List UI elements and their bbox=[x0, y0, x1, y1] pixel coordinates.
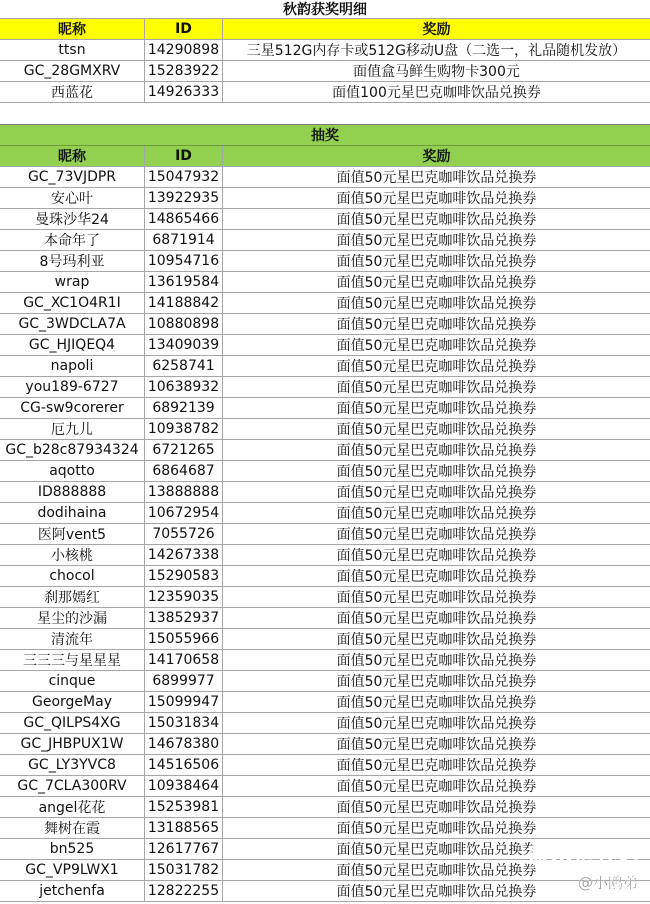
section1-body bbox=[0, 40, 650, 103]
header-id: ID bbox=[145, 146, 223, 166]
nickname-cell: cinque bbox=[0, 671, 145, 691]
nickname-cell: aqotto bbox=[0, 461, 145, 481]
id-cell: 15031782 bbox=[145, 860, 223, 880]
reward-cell: 面值50元星巴克咖啡饮品兑换券 bbox=[336, 674, 537, 690]
nickname-cell: wrap bbox=[0, 272, 145, 292]
reward-cell: 面值50元星巴克咖啡饮品兑换券 bbox=[336, 317, 537, 333]
nickname-cell: 西蓝花 bbox=[0, 82, 145, 102]
id-cell: 15253981 bbox=[145, 797, 223, 817]
id-cell: 14290898 bbox=[145, 40, 223, 60]
reward-cell: 面值50元星巴克咖啡饮品兑换券 bbox=[336, 170, 537, 186]
nickname-cell: GC_28GMXRV bbox=[0, 61, 145, 81]
table-row bbox=[0, 82, 650, 103]
reward-cell: 面值50元星巴克咖啡饮品兑换券 bbox=[336, 716, 537, 732]
reward-cell: 面值100元星巴克咖啡饮品兑换券 bbox=[332, 85, 541, 101]
reward-cell: 面值50元星巴克咖啡饮品兑换券 bbox=[336, 296, 537, 312]
reward-cell: 面值50元星巴克咖啡饮品兑换券 bbox=[336, 359, 537, 375]
table-row bbox=[0, 61, 650, 82]
section1-title: 秋韵获奖明细 bbox=[0, 0, 650, 19]
nickname-cell: 安心叶 bbox=[0, 188, 145, 208]
table-row bbox=[0, 188, 650, 209]
nickname-cell: 星尘的沙漏 bbox=[0, 608, 145, 628]
reward-cell: 三星512G内存卡或512G移动U盘（二选一，礼品随机发放） bbox=[246, 43, 627, 59]
id-cell: 12617767 bbox=[145, 839, 223, 859]
id-cell: 10672954 bbox=[145, 503, 223, 523]
reward-cell: 面值50元星巴克咖啡饮品兑换券 bbox=[336, 464, 537, 480]
reward-cell: 面值50元星巴克咖啡饮品兑换券 bbox=[336, 758, 537, 774]
id-cell: 10880898 bbox=[145, 314, 223, 334]
table-row bbox=[0, 566, 650, 587]
nickname-cell: 刹那嫣红 bbox=[0, 587, 145, 607]
header-id: ID bbox=[145, 19, 223, 39]
reward-cell: 面值50元星巴克咖啡饮品兑换券 bbox=[336, 800, 537, 816]
id-cell: 13409039 bbox=[145, 335, 223, 355]
table-row bbox=[0, 713, 650, 734]
table-row bbox=[0, 629, 650, 650]
id-cell: 10638932 bbox=[145, 377, 223, 397]
nickname-cell: GC_VP9LWX1 bbox=[0, 860, 145, 880]
header-nickname: 昵称 bbox=[0, 19, 145, 39]
section1-header-row bbox=[0, 19, 650, 40]
table-row bbox=[0, 167, 650, 188]
nickname-cell: 曼珠沙华24 bbox=[0, 209, 145, 229]
id-cell: 14678380 bbox=[145, 734, 223, 754]
blank-row bbox=[0, 103, 650, 124]
table-row bbox=[0, 587, 650, 608]
reward-cell: 面值50元星巴克咖啡饮品兑换券 bbox=[336, 632, 537, 648]
table-row bbox=[0, 272, 650, 293]
reward-cell: 面值50元星巴克咖啡饮品兑换券 bbox=[336, 254, 537, 270]
reward-cell: 面值50元星巴克咖啡饮品兑换券 bbox=[336, 527, 537, 543]
table-row bbox=[0, 419, 650, 440]
reward-cell: 面值50元星巴克咖啡饮品兑换券 bbox=[336, 422, 537, 438]
table-row bbox=[0, 692, 650, 713]
id-cell: 15290583 bbox=[145, 566, 223, 586]
nickname-cell: GC_3WDCLA7A bbox=[0, 314, 145, 334]
id-cell: 14188842 bbox=[145, 293, 223, 313]
id-cell: 6721265 bbox=[145, 440, 223, 460]
reward-cell: 面值50元星巴克咖啡饮品兑换券 bbox=[336, 695, 537, 711]
id-cell: 7055726 bbox=[145, 524, 223, 544]
id-cell: 10938464 bbox=[145, 776, 223, 796]
nickname-cell: angel花花 bbox=[0, 797, 145, 817]
table-row bbox=[0, 356, 650, 377]
id-cell: 6864687 bbox=[145, 461, 223, 481]
nickname-cell: GC_b28c87934324 bbox=[0, 440, 145, 460]
reward-cell: 面值50元星巴克咖啡饮品兑换券 bbox=[336, 653, 537, 669]
nickname-cell: 医阿vent5 bbox=[0, 524, 145, 544]
nickname-cell: 本命年了 bbox=[0, 230, 145, 250]
reward-cell: 面值50元星巴克咖啡饮品兑换券 bbox=[336, 884, 537, 900]
id-cell: 6899977 bbox=[145, 671, 223, 691]
table-row bbox=[0, 398, 650, 419]
reward-cell: 面值50元星巴克咖啡饮品兑换券 bbox=[336, 737, 537, 753]
reward-cell: 面值50元星巴克咖啡饮品兑换券 bbox=[336, 842, 537, 858]
nickname-cell: bn525 bbox=[0, 839, 145, 859]
nickname-cell: 清流年 bbox=[0, 629, 145, 649]
table-row bbox=[0, 230, 650, 251]
reward-cell: 面值50元星巴克咖啡饮品兑换券 bbox=[336, 212, 537, 228]
reward-cell: 面值盒马鲜生购物卡300元 bbox=[353, 64, 520, 80]
table-row bbox=[0, 818, 650, 839]
nickname-cell: dodihaina bbox=[0, 503, 145, 523]
nickname-cell: GC_JHBPUX1W bbox=[0, 734, 145, 754]
nickname-cell: GC_HJIQEQ4 bbox=[0, 335, 145, 355]
section2-header-row bbox=[0, 146, 650, 167]
table-row bbox=[0, 881, 650, 902]
nickname-cell: ID888888 bbox=[0, 482, 145, 502]
id-cell: 15031834 bbox=[145, 713, 223, 733]
table-row bbox=[0, 524, 650, 545]
table-row bbox=[0, 608, 650, 629]
nickname-cell: GC_LY3YVC8 bbox=[0, 755, 145, 775]
id-cell: 12822255 bbox=[145, 881, 223, 901]
table-row bbox=[0, 209, 650, 230]
table-row bbox=[0, 671, 650, 692]
reward-cell: 面值50元星巴克咖啡饮品兑换券 bbox=[336, 611, 537, 627]
id-cell: 10938782 bbox=[145, 419, 223, 439]
id-cell: 6892139 bbox=[145, 398, 223, 418]
nickname-cell: jetchenfa bbox=[0, 881, 145, 901]
table-row bbox=[0, 40, 650, 61]
section2-body bbox=[0, 167, 650, 902]
table-row bbox=[0, 314, 650, 335]
id-cell: 13188565 bbox=[145, 818, 223, 838]
reward-cell: 面值50元星巴克咖啡饮品兑换券 bbox=[336, 548, 537, 564]
reward-cell: 面值50元星巴克咖啡饮品兑换券 bbox=[336, 191, 537, 207]
nickname-cell: CG-sw9corerer bbox=[0, 398, 145, 418]
table-row bbox=[0, 776, 650, 797]
header-nickname: 昵称 bbox=[0, 146, 145, 166]
nickname-cell: 舞树在霞 bbox=[0, 818, 145, 838]
table-row bbox=[0, 482, 650, 503]
id-cell: 13852937 bbox=[145, 608, 223, 628]
reward-cell: 面值50元星巴克咖啡饮品兑换券 bbox=[336, 485, 537, 501]
header-reward: 奖励 bbox=[422, 22, 451, 38]
watermark-brand: 盖乐世社区 bbox=[526, 843, 642, 868]
nickname-cell: 8号玛利亚 bbox=[0, 251, 145, 271]
nickname-cell: 小核桃 bbox=[0, 545, 145, 565]
reward-cell: 面值50元星巴克咖啡饮品兑换券 bbox=[336, 233, 537, 249]
nickname-cell: GC_QILPS4XG bbox=[0, 713, 145, 733]
reward-cell: 面值50元星巴克咖啡饮品兑换券 bbox=[336, 863, 537, 879]
table-row bbox=[0, 440, 650, 461]
id-cell: 15283922 bbox=[145, 61, 223, 81]
header-reward: 奖励 bbox=[422, 149, 451, 165]
table-row bbox=[0, 335, 650, 356]
nickname-cell: GeorgeMay bbox=[0, 692, 145, 712]
table-row bbox=[0, 797, 650, 818]
id-cell: 15099947 bbox=[145, 692, 223, 712]
nickname-cell: GC_7CLA300RV bbox=[0, 776, 145, 796]
id-cell: 12359035 bbox=[145, 587, 223, 607]
reward-cell: 面值50元星巴克咖啡饮品兑换券 bbox=[336, 380, 537, 396]
reward-cell: 面值50元星巴克咖啡饮品兑换券 bbox=[336, 338, 537, 354]
reward-cell: 面值50元星巴克咖啡饮品兑换券 bbox=[336, 506, 537, 522]
reward-cell: 面值50元星巴克咖啡饮品兑换券 bbox=[336, 821, 537, 837]
reward-cell: 面值50元星巴克咖啡饮品兑换券 bbox=[336, 401, 537, 417]
nickname-cell: ttsn bbox=[0, 40, 145, 60]
section2-title: 抽奖 bbox=[0, 124, 650, 146]
table-row bbox=[0, 461, 650, 482]
id-cell: 13922935 bbox=[145, 188, 223, 208]
nickname-cell: GC_XC1O4R1I bbox=[0, 293, 145, 313]
nickname-cell: 厄九儿 bbox=[0, 419, 145, 439]
table-row bbox=[0, 251, 650, 272]
reward-cell: 面值50元星巴克咖啡饮品兑换券 bbox=[336, 275, 537, 291]
id-cell: 14926333 bbox=[145, 82, 223, 102]
table-row bbox=[0, 377, 650, 398]
nickname-cell: you189-6727 bbox=[0, 377, 145, 397]
table-row bbox=[0, 650, 650, 671]
id-cell: 13619584 bbox=[145, 272, 223, 292]
id-cell: 6871914 bbox=[145, 230, 223, 250]
table-row bbox=[0, 755, 650, 776]
id-cell: 10954716 bbox=[145, 251, 223, 271]
reward-cell: 面值50元星巴克咖啡饮品兑换券 bbox=[336, 779, 537, 795]
id-cell: 14267338 bbox=[145, 545, 223, 565]
reward-cell: 面值50元星巴克咖啡饮品兑换券 bbox=[336, 590, 537, 606]
table-row bbox=[0, 503, 650, 524]
id-cell: 15055966 bbox=[145, 629, 223, 649]
nickname-cell: napoli bbox=[0, 356, 145, 376]
nickname-cell: chocol bbox=[0, 566, 145, 586]
table-row bbox=[0, 734, 650, 755]
table-row bbox=[0, 293, 650, 314]
id-cell: 13888888 bbox=[145, 482, 223, 502]
id-cell: 14170658 bbox=[145, 650, 223, 670]
watermark-user: @小鸥弟 bbox=[577, 874, 638, 892]
id-cell: 15047932 bbox=[145, 167, 223, 187]
id-cell: 6258741 bbox=[145, 356, 223, 376]
id-cell: 14516506 bbox=[145, 755, 223, 775]
reward-cell: 面值50元星巴克咖啡饮品兑换券 bbox=[336, 569, 537, 585]
nickname-cell: GC_73VJDPR bbox=[0, 167, 145, 187]
id-cell: 14865466 bbox=[145, 209, 223, 229]
table-row bbox=[0, 545, 650, 566]
reward-cell: 面值50元星巴克咖啡饮品兑换券 bbox=[336, 443, 537, 459]
nickname-cell: 三三三与星星星 bbox=[0, 650, 145, 670]
